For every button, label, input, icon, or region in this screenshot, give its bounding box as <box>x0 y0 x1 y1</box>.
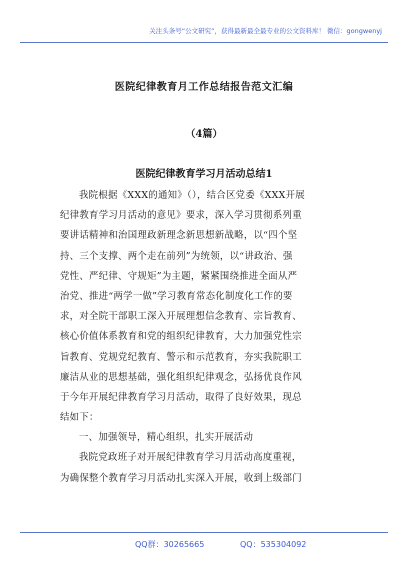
header-notice: 关注头条号“公文研究”，获得最新最全最专业的公文资料库！ 微信：gongwenyj <box>149 27 382 35</box>
body-line: 我院根据《XXX的通知》（），结合区党委《XXX开展 <box>79 190 305 201</box>
footer-qq: QQ：535304092 <box>240 540 307 549</box>
section-title: 医院纪律教育学习月活动总结1 <box>135 169 273 180</box>
body-line: 于今年开展纪律教育学习月活动，取得了良好效果，现总 <box>60 391 302 403</box>
body-line: 要讲话精神和治国理政新理念新思想新战略，以“四个坚 <box>60 230 298 242</box>
body-line: 核心价值体系教育和党的组织纪律教育，大力加强党性宗 <box>60 331 302 343</box>
page-footer <box>20 532 388 557</box>
footer-qq-group: QQ群：30265665 <box>135 540 205 549</box>
body-line: 结如下： <box>60 412 99 424</box>
document-title: 医院纪律教育月工作总结报告范文汇编 <box>114 82 294 93</box>
body-line: 治党、推进“两学一做”学习教育常态化制度化工作的要 <box>60 290 293 302</box>
body-line: 廉洁从业的思想基础，强化组织纪律观念，弘扬优良作风 <box>60 371 302 383</box>
body-line: 持、三个支撑、两个走在前列”为统领，以“讲政治、强 <box>60 250 293 262</box>
page-header <box>20 20 388 43</box>
body-line: 求，对全院干部职工深入开展理想信念教育、宗旨教育、 <box>60 311 302 323</box>
body-line: 我院党政班子对开展纪律教育学习月活动高度重视， <box>79 452 302 464</box>
body-line: 旨教育、党规党纪教育、警示和示范教育，夯实我院职工 <box>60 351 302 363</box>
body-line-heading: 一、加强领导，精心组织，扎实开展活动 <box>79 432 254 444</box>
document-count: （4篇） <box>185 129 223 140</box>
body-line: 纪律教育学习月活动的意见》要求，深入学习贯彻系列重 <box>60 210 302 222</box>
body-line: 党性、严纪律、守规矩”为主题，紧紧围绕推进全面从严 <box>60 270 298 282</box>
document-body <box>60 186 352 489</box>
body-line: 为确保整个教育学习月活动扎实深入开展，收到上级部门 <box>60 472 302 484</box>
